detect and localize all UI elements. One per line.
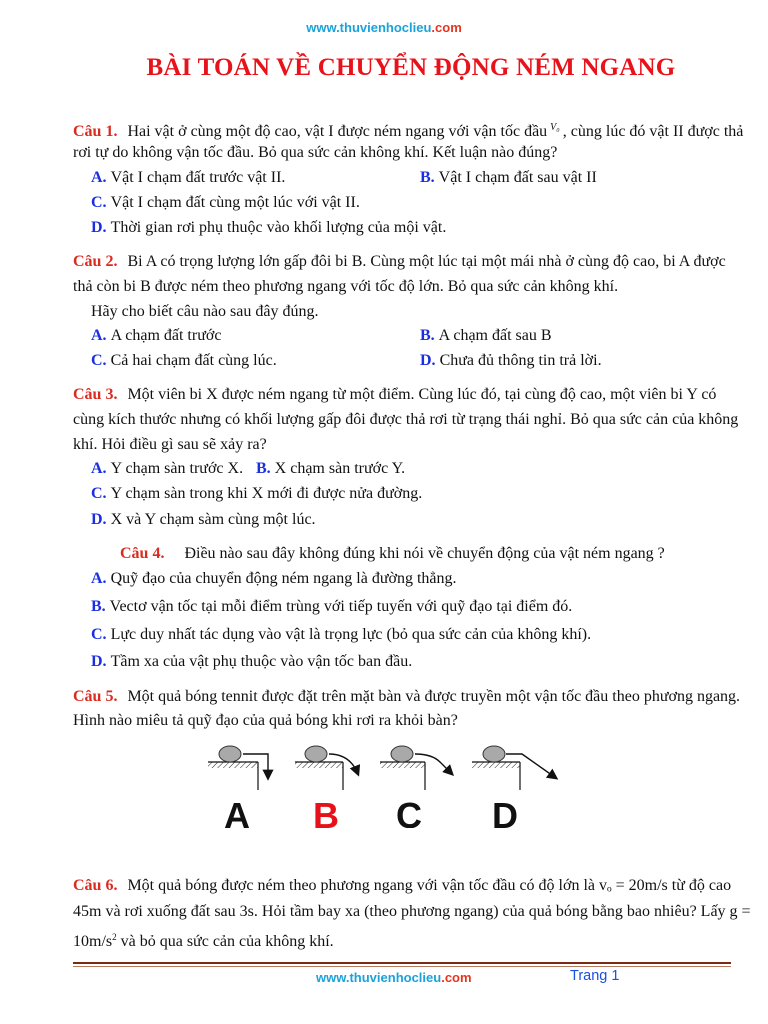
table-hatch bbox=[472, 762, 520, 768]
footer-site-domain[interactable]: www.thuvienhoclieu bbox=[316, 970, 442, 985]
option-text: Vectơ vận tốc tại mỗi điểm trùng với tiếp tuyến với quỹ đạo tại điểm đó. bbox=[109, 598, 573, 615]
panel-d bbox=[472, 746, 556, 790]
question-2-option-d[interactable] bbox=[420, 351, 602, 371]
question-3-line-3: khí. Hỏi điều gì sau sẽ xảy ra? bbox=[73, 436, 267, 453]
panel-a bbox=[208, 746, 268, 790]
ball bbox=[483, 746, 505, 762]
question-2-line-3: Hãy cho biết câu nào sau đây đúng. bbox=[91, 303, 319, 320]
figure-label-c: C bbox=[396, 798, 422, 828]
option-text: A chạm đất sau B bbox=[438, 327, 552, 344]
site-header-tld[interactable]: .com bbox=[431, 20, 462, 35]
question-2-option-c[interactable] bbox=[91, 351, 277, 371]
site-header[interactable] bbox=[0, 20, 768, 35]
question-4-text: Điều nào sau đây không đúng khi nói về chuyển động của vật ném ngang ? bbox=[184, 545, 665, 562]
question-4-option-b[interactable] bbox=[91, 597, 572, 617]
question-6-text: Một quả bóng được ném theo phương ngang với vận tốc đầu có độ lớn là vₒ = 20m/s từ độ cao bbox=[127, 877, 732, 894]
option-text: Vật I chạm đất sau vật II bbox=[438, 169, 597, 186]
page-number: Trang 1 bbox=[570, 968, 620, 984]
option-text: X và Y chạm sàm cùng một lúc. bbox=[110, 511, 316, 528]
question-5-label: Câu 5. bbox=[73, 688, 118, 705]
question-4-option-a[interactable] bbox=[91, 569, 457, 589]
option-letter: D. bbox=[91, 653, 107, 670]
question-1-text-a: Hai vật ở cùng một độ cao, vật I được ném ngang với vận tốc đầu bbox=[127, 123, 548, 140]
site-header-domain[interactable]: www.thuvienhoclieu bbox=[306, 20, 432, 35]
question-5-text: Một quả bóng tennit được đặt trên mặt bàn và được truyền một vận tốc đầu theo phương ngang. bbox=[127, 688, 741, 705]
v0-symbol: V₀ bbox=[550, 122, 560, 133]
option-text: Y chạm sàn trước X. bbox=[110, 460, 244, 477]
option-letter: D. bbox=[91, 511, 107, 528]
question-1-line-2: rơi tự do không vận tốc đầu. Bỏ qua sức cản không khí. Kết luận nào đúng? bbox=[73, 144, 558, 161]
option-letter: D. bbox=[420, 352, 436, 369]
footer-site-link[interactable] bbox=[316, 970, 472, 985]
option-text: A chạm đất trước bbox=[110, 327, 222, 344]
option-text: Thời gian rơi phụ thuộc vào khối lượng của mội vật. bbox=[110, 219, 447, 236]
question-2-text: Bi A có trọng lượng lớn gấp đôi bi B. Cùng một lúc tại một mái nhà ở cùng độ cao, bi A được bbox=[127, 253, 726, 270]
question-3-option-d[interactable] bbox=[91, 510, 316, 530]
question-3-text: Một viên bi X được ném ngang từ một điểm. Cùng lúc đó, tại cùng độ cao, một viên bi Y có bbox=[127, 386, 717, 403]
option-text: Quỹ đạo của chuyển động ném ngang là đường thẳng. bbox=[110, 570, 457, 587]
question-4-line-1 bbox=[120, 541, 731, 566]
ball bbox=[305, 746, 327, 762]
question-4-label: Câu 4. bbox=[120, 545, 165, 562]
option-text: Chưa đủ thông tin trả lời. bbox=[439, 352, 602, 369]
option-letter: B. bbox=[420, 327, 435, 344]
question-2-label: Câu 2. bbox=[73, 253, 118, 270]
footer-divider-thin bbox=[73, 966, 731, 967]
trajectory-figure bbox=[200, 740, 580, 840]
figure-label-a: A bbox=[224, 798, 250, 828]
ball bbox=[391, 746, 413, 762]
question-1-option-c[interactable] bbox=[91, 193, 360, 213]
question-1-option-d[interactable] bbox=[91, 218, 446, 238]
question-5-line-2: Hình nào miêu tả quỹ đạo của quả bóng khi rơi ra khỏi bàn? bbox=[73, 712, 458, 729]
option-letter: D. bbox=[91, 219, 107, 236]
option-letter: C. bbox=[91, 352, 107, 369]
question-3-line-2: cùng kích thước nhưng có khối lượng gấp đôi được thả rơi từ trạng thái nghỉ. Bỏ qua sức cản của không bbox=[73, 411, 739, 428]
ball bbox=[219, 746, 241, 762]
question-1-label: Câu 1. bbox=[73, 123, 118, 140]
option-letter: C. bbox=[91, 194, 107, 211]
option-letter: A. bbox=[91, 570, 107, 587]
option-text: Cả hai chạm đất cùng lúc. bbox=[110, 352, 277, 369]
option-text: Vật I chạm đất trước vật II. bbox=[110, 169, 286, 186]
option-text: Tầm xa của vật phụ thuộc vào vận tốc ban đầu. bbox=[110, 653, 413, 670]
question-6-text-b: và bỏ qua sức cản của không khí. bbox=[116, 933, 334, 950]
option-letter: B. bbox=[420, 169, 435, 186]
question-3-option-b[interactable] bbox=[256, 459, 405, 479]
option-text: Y chạm sàn trong khi X mới đi được nửa đường. bbox=[110, 485, 423, 502]
question-6-line-2: 45m và rơi xuống đất sau 3s. Hỏi tầm bay xa (theo phương ngang) của quả bóng bằng bao nhiêu? Lấy g = bbox=[73, 903, 751, 920]
option-letter: A. bbox=[91, 169, 107, 186]
question-2-line-2: thả còn bi B được ném theo phương ngang với tốc độ lớn. Bỏ qua sức cản không khí. bbox=[73, 278, 619, 295]
question-6-label: Câu 6. bbox=[73, 877, 118, 894]
table-hatch bbox=[380, 762, 425, 768]
question-6-line-1 bbox=[73, 873, 731, 898]
figure-label-b: B bbox=[313, 798, 339, 828]
question-1-option-a[interactable] bbox=[91, 168, 285, 188]
trajectory-diagrams bbox=[200, 740, 580, 840]
option-letter: B. bbox=[256, 460, 271, 477]
option-text: Vật I chạm đất cùng một lúc với vật II. bbox=[110, 194, 360, 211]
option-text: X chạm sàn trước Y. bbox=[274, 460, 406, 477]
figure-label-d: D bbox=[492, 798, 518, 828]
question-2-option-b[interactable] bbox=[420, 326, 552, 346]
question-1-option-b[interactable] bbox=[420, 168, 597, 188]
question-2-option-a[interactable] bbox=[91, 326, 221, 346]
question-3-line-1 bbox=[73, 382, 731, 407]
table-hatch bbox=[295, 762, 343, 768]
question-4-option-c[interactable] bbox=[91, 625, 591, 645]
footer-site-tld[interactable]: .com bbox=[441, 970, 472, 985]
panel-b bbox=[295, 746, 358, 790]
footer-divider bbox=[73, 962, 731, 964]
option-letter: C. bbox=[91, 626, 107, 643]
question-3-label: Câu 3. bbox=[73, 386, 118, 403]
option-letter: A. bbox=[91, 460, 107, 477]
table-hatch bbox=[208, 762, 258, 768]
question-4-option-d[interactable] bbox=[91, 652, 412, 672]
panel-c bbox=[380, 746, 452, 790]
question-3-option-c[interactable] bbox=[91, 484, 422, 504]
option-letter: B. bbox=[91, 598, 106, 615]
question-6-text-a: 10m/s bbox=[73, 933, 113, 950]
question-1-text-b: , cùng lúc đó vật II được thả bbox=[562, 123, 744, 140]
question-3-option-a[interactable] bbox=[91, 459, 243, 479]
question-6-line-3 bbox=[73, 925, 731, 954]
question-5-line-1 bbox=[73, 684, 741, 709]
option-letter: C. bbox=[91, 485, 107, 502]
option-text: Lực duy nhất tác dụng vào vật là trọng lực (bỏ qua sức cản của không khí). bbox=[110, 626, 592, 643]
question-2-line-1 bbox=[73, 249, 731, 274]
page-title: BÀI TOÁN VỀ CHUYỂN ĐỘNG NÉM NGANG bbox=[146, 54, 676, 81]
superscript: 2 bbox=[112, 932, 117, 942]
option-letter: A. bbox=[91, 327, 107, 344]
